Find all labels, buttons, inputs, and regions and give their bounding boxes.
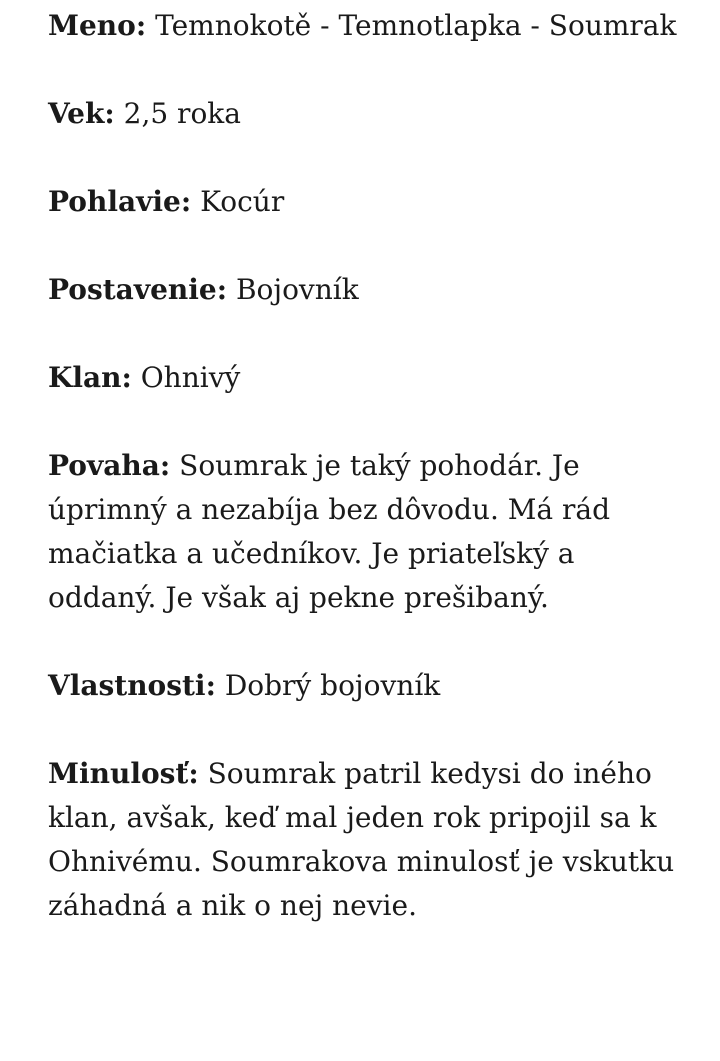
- field-value: Temnokotě - Temnotlapka - Soumrak: [155, 9, 677, 42]
- field-age: [48, 92, 688, 136]
- field-name: [48, 4, 688, 48]
- character-profile: [48, 4, 688, 928]
- field-rank: [48, 268, 688, 312]
- field-personality: [48, 444, 688, 620]
- field-past: [48, 752, 688, 928]
- field-value: Soumrak patril kedysi do iného klan, avšak, keď mal jeden rok pripojil sa k Ohnivému. Soumrakova minulosť je vskutku záhadná a nik o nej nevie.: [48, 757, 675, 922]
- field-label: Pohlavie:: [48, 185, 192, 218]
- field-traits: [48, 664, 688, 708]
- field-label: Meno:: [48, 9, 147, 42]
- field-clan: [48, 356, 688, 400]
- field-value: 2,5 roka: [123, 97, 241, 130]
- field-value: Bojovník: [235, 273, 359, 306]
- field-label: Postavenie:: [48, 273, 228, 306]
- field-label: Vlastnosti:: [48, 669, 216, 702]
- field-value: Ohnivý: [140, 361, 241, 394]
- field-value: Dobrý bojovník: [224, 669, 441, 702]
- field-label: Vek:: [48, 97, 115, 130]
- field-value: Kocúr: [200, 185, 285, 218]
- field-label: Povaha:: [48, 449, 171, 482]
- field-value: Soumrak je taký pohodár. Je úprimný a nezabíja bez dôvodu. Má rád mačiatka a učedníkov. Je priateľský a oddaný. Je však aj pekne prešibaný.: [48, 449, 611, 614]
- field-label: Minulosť:: [48, 757, 199, 790]
- field-label: Klan:: [48, 361, 132, 394]
- field-gender: [48, 180, 688, 224]
